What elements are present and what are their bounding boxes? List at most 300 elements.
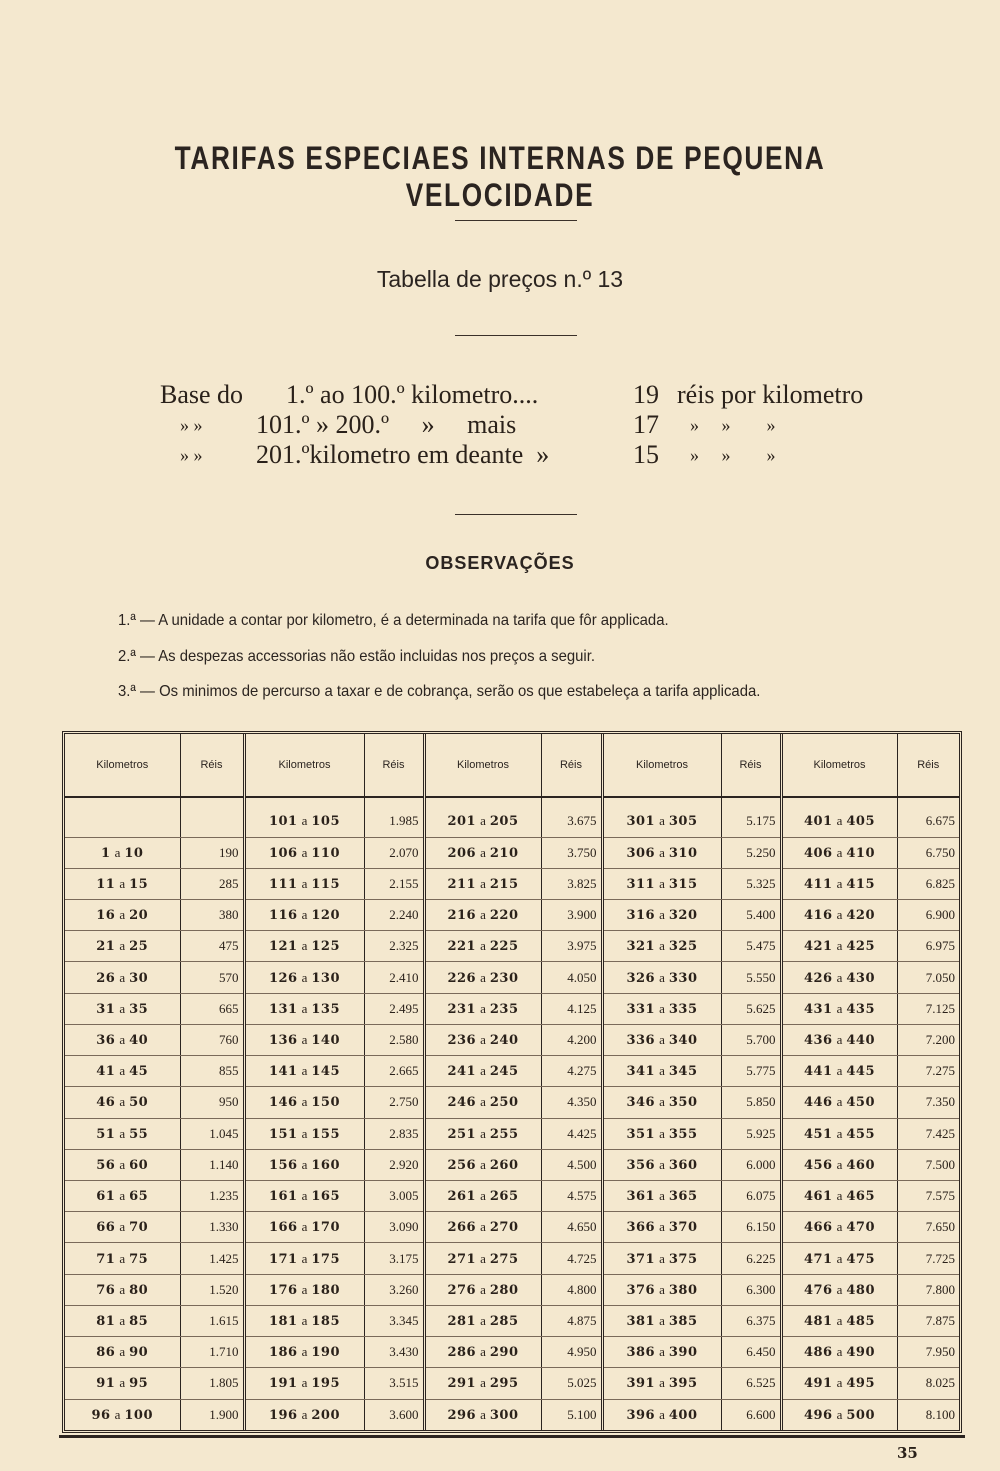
- km-separator: a: [659, 844, 665, 860]
- km-from: 416: [803, 908, 833, 924]
- reis-cell: 7.800: [897, 1274, 959, 1305]
- km-from: 86: [96, 1345, 116, 1361]
- km-from: 96: [91, 1407, 111, 1423]
- km-separator: a: [119, 1219, 126, 1235]
- km-separator: a: [836, 1281, 843, 1297]
- reis-cell: 2.410: [364, 962, 424, 993]
- km-range-cell: [602, 1243, 721, 1274]
- table-row: [65, 1305, 959, 1336]
- km-from: 171: [268, 1251, 298, 1267]
- reis-cell: 3.175: [364, 1243, 424, 1274]
- km-to: 395: [668, 1376, 698, 1392]
- km-to: 160: [311, 1157, 341, 1173]
- header-reis: Réis: [364, 734, 424, 797]
- km-separator: a: [480, 1000, 486, 1016]
- table-row: [65, 868, 959, 899]
- km-from: 306: [626, 845, 656, 861]
- km-from: 161: [268, 1189, 298, 1205]
- km-separator: a: [301, 844, 308, 860]
- km-separator: a: [659, 907, 665, 923]
- reis-cell: 4.425: [541, 1118, 602, 1149]
- km-range-cell: [424, 1305, 541, 1336]
- km-range-cell: [65, 1024, 180, 1055]
- km-to: 270: [489, 1220, 519, 1236]
- km-separator: a: [480, 969, 486, 985]
- km-range-cell: [244, 806, 364, 837]
- km-to: 95: [129, 1376, 149, 1392]
- km-to: 495: [846, 1376, 876, 1392]
- km-range-cell: [602, 1305, 721, 1336]
- km-to: 80: [129, 1282, 149, 1298]
- km-to: 440: [846, 1032, 876, 1048]
- km-from: 206: [447, 845, 477, 861]
- reis-cell: 4.875: [541, 1305, 602, 1336]
- km-to: 250: [489, 1095, 519, 1111]
- km-to: 335: [668, 1001, 698, 1017]
- km-to: 135: [311, 1001, 341, 1017]
- reis-cell: 7.350: [897, 1087, 959, 1118]
- km-separator: a: [119, 875, 126, 891]
- reis-cell: 6.300: [721, 1274, 781, 1305]
- km-to: 445: [846, 1064, 876, 1080]
- km-range-cell: [65, 1056, 180, 1087]
- base-line-3-range: 201.ºkilometro em deante »: [256, 440, 550, 469]
- km-range-cell: [244, 931, 364, 962]
- km-range-cell: [65, 1180, 180, 1211]
- km-to: 280: [489, 1282, 519, 1298]
- km-range-cell: [244, 1180, 364, 1211]
- km-separator: a: [480, 844, 486, 860]
- header-reis: Réis: [180, 734, 244, 797]
- km-separator: a: [659, 1312, 665, 1328]
- km-from: 336: [626, 1032, 656, 1048]
- km-separator: a: [301, 1188, 308, 1204]
- reis-cell: 7.650: [897, 1212, 959, 1243]
- km-separator: a: [836, 1094, 843, 1110]
- km-from: 321: [626, 939, 656, 955]
- km-range-cell: [244, 1274, 364, 1305]
- km-separator: a: [301, 1312, 308, 1328]
- spacer-cell: [602, 797, 721, 806]
- km-separator: a: [480, 1125, 486, 1141]
- km-range-cell: [424, 1368, 541, 1399]
- km-from: 261: [447, 1189, 477, 1205]
- km-separator: a: [480, 1219, 486, 1235]
- km-range-cell: [65, 1305, 180, 1336]
- reis-cell: 1.805: [180, 1368, 244, 1399]
- km-separator: a: [119, 1125, 126, 1141]
- km-to: 375: [668, 1251, 698, 1267]
- km-separator: a: [480, 1250, 486, 1266]
- km-from: 431: [803, 1001, 833, 1017]
- km-separator: a: [836, 1063, 843, 1079]
- km-range-cell: [244, 993, 364, 1024]
- km-to: 365: [668, 1189, 698, 1205]
- km-separator: a: [119, 907, 126, 923]
- km-separator: a: [659, 1063, 665, 1079]
- km-from: 51: [96, 1126, 116, 1142]
- km-to: 345: [668, 1064, 698, 1080]
- km-to: 320: [668, 908, 698, 924]
- km-range-cell: [424, 993, 541, 1024]
- spacer-cell: [65, 797, 180, 806]
- base-line-2-range: 101.º » 200.º » mais: [256, 410, 517, 439]
- km-from: 481: [803, 1313, 833, 1329]
- km-range-cell: [602, 1212, 721, 1243]
- spacer-cell: [244, 797, 364, 806]
- table-row: [65, 1399, 959, 1430]
- km-separator: a: [836, 938, 843, 954]
- km-from: 476: [803, 1282, 833, 1298]
- km-to: 30: [129, 970, 149, 986]
- km-separator: a: [301, 969, 308, 985]
- km-range-cell: [424, 1118, 541, 1149]
- km-to: 125: [311, 939, 341, 955]
- reis-cell: 7.725: [897, 1243, 959, 1274]
- km-from: 456: [803, 1157, 833, 1173]
- km-separator: a: [836, 1250, 843, 1266]
- km-to: 240: [489, 1032, 519, 1048]
- km-to: 190: [311, 1345, 341, 1361]
- reis-cell: 6.075: [721, 1180, 781, 1211]
- reis-cell: 3.005: [364, 1180, 424, 1211]
- km-from: 266: [447, 1220, 477, 1236]
- km-from: 26: [96, 970, 116, 986]
- km-to: 405: [846, 814, 876, 830]
- km-to: 220: [489, 908, 519, 924]
- km-to: 350: [668, 1095, 698, 1111]
- base-line-1-range: 1.º ao 100.º kilometro....: [286, 380, 539, 409]
- reis-cell: 2.070: [364, 837, 424, 868]
- km-from: 271: [447, 1251, 477, 1267]
- km-range-cell: [781, 1024, 897, 1055]
- km-separator: a: [119, 938, 126, 954]
- km-from: 421: [803, 939, 833, 955]
- reis-cell: 5.475: [721, 931, 781, 962]
- km-to: 325: [668, 939, 698, 955]
- km-from: 141: [268, 1064, 298, 1080]
- reis-cell: 6.750: [897, 837, 959, 868]
- km-to: 110: [311, 845, 341, 861]
- km-range-cell: [781, 1118, 897, 1149]
- km-from: 256: [447, 1157, 477, 1173]
- reis-cell: 5.775: [721, 1056, 781, 1087]
- base-line-2-label: » »: [180, 415, 203, 435]
- km-separator: a: [301, 907, 308, 923]
- reis-cell: 4.650: [541, 1212, 602, 1243]
- km-to: 235: [489, 1001, 519, 1017]
- km-from: 381: [626, 1313, 656, 1329]
- km-separator: a: [480, 938, 486, 954]
- km-from: 251: [447, 1126, 477, 1142]
- km-range-cell: [65, 868, 180, 899]
- table-body: [65, 797, 959, 1430]
- km-separator: a: [480, 1406, 486, 1422]
- header-kilometros: Kilometros: [65, 734, 180, 797]
- km-from: 156: [268, 1157, 298, 1173]
- km-from: 216: [447, 908, 477, 924]
- km-separator: a: [480, 1281, 486, 1297]
- spacer-cell: [721, 797, 781, 806]
- km-separator: a: [659, 875, 665, 891]
- km-from: 126: [268, 970, 298, 986]
- km-separator: a: [659, 1344, 665, 1360]
- km-to: 210: [489, 845, 519, 861]
- km-from: 16: [96, 908, 116, 924]
- reis-cell: 5.400: [721, 900, 781, 931]
- km-separator: a: [659, 1188, 665, 1204]
- reis-cell: 4.725: [541, 1243, 602, 1274]
- km-to: 485: [846, 1313, 876, 1329]
- reis-cell: 380: [180, 900, 244, 931]
- km-range-cell: [602, 837, 721, 868]
- km-to: 130: [311, 970, 341, 986]
- km-separator: a: [659, 813, 665, 829]
- reis-cell: 5.175: [721, 806, 781, 837]
- km-separator: a: [301, 875, 308, 891]
- km-from: 176: [268, 1282, 298, 1298]
- km-from: 436: [803, 1032, 833, 1048]
- reis-cell: 5.625: [721, 993, 781, 1024]
- km-separator: a: [836, 907, 843, 923]
- km-separator: a: [301, 938, 308, 954]
- reis-cell: 2.495: [364, 993, 424, 1024]
- km-separator: a: [659, 938, 665, 954]
- km-from: 196: [268, 1407, 298, 1423]
- km-from: 491: [803, 1376, 833, 1392]
- reis-cell: 7.200: [897, 1024, 959, 1055]
- table-row: [65, 806, 959, 837]
- km-range-cell: [602, 1180, 721, 1211]
- km-from: 396: [626, 1407, 656, 1423]
- km-separator: a: [119, 1281, 126, 1297]
- km-to: 20: [129, 908, 149, 924]
- km-range-cell: [602, 1337, 721, 1368]
- reis-cell: 5.925: [721, 1118, 781, 1149]
- reis-cell: 3.260: [364, 1274, 424, 1305]
- reis-cell: 5.700: [721, 1024, 781, 1055]
- reis-cell: 4.575: [541, 1180, 602, 1211]
- km-from: 56: [96, 1157, 116, 1173]
- km-separator: a: [301, 1000, 308, 1016]
- km-separator: a: [480, 1344, 486, 1360]
- km-to: 10: [124, 845, 144, 861]
- km-to: 225: [489, 939, 519, 955]
- km-to: 215: [489, 876, 519, 892]
- km-range-cell: [781, 1399, 897, 1430]
- km-range-cell: [65, 900, 180, 931]
- table-row: [65, 1368, 959, 1399]
- reis-cell: 1.140: [180, 1149, 244, 1180]
- reis-cell: 3.600: [364, 1399, 424, 1430]
- km-from: 351: [626, 1126, 656, 1142]
- km-range-cell: [602, 1024, 721, 1055]
- km-range-cell: [602, 1274, 721, 1305]
- reis-cell: 475: [180, 931, 244, 962]
- reis-cell: 1.235: [180, 1180, 244, 1211]
- km-separator: a: [836, 1406, 843, 1422]
- km-range-cell: [244, 1149, 364, 1180]
- km-from: 111: [268, 876, 298, 892]
- km-separator: a: [301, 1375, 308, 1391]
- km-from: 446: [803, 1095, 833, 1111]
- km-to: 355: [668, 1126, 698, 1142]
- km-from: 311: [626, 876, 656, 892]
- reis-cell: 7.425: [897, 1118, 959, 1149]
- km-from: 286: [447, 1345, 477, 1361]
- km-to: 230: [489, 970, 519, 986]
- reis-cell: 2.920: [364, 1149, 424, 1180]
- km-from: 451: [803, 1126, 833, 1142]
- km-from: 21: [96, 939, 116, 955]
- table-row: [65, 1212, 959, 1243]
- km-from: 186: [268, 1345, 298, 1361]
- page-title: TARIFAS ESPECIAES INTERNAS DE PEQUENA VELOCIDADE: [174, 140, 826, 213]
- km-to: 140: [311, 1032, 341, 1048]
- km-range-cell: [244, 1399, 364, 1430]
- km-from: 346: [626, 1095, 656, 1111]
- km-to: 435: [846, 1001, 876, 1017]
- km-range-cell: [602, 1056, 721, 1087]
- km-range-cell: [424, 1243, 541, 1274]
- km-from: 281: [447, 1313, 477, 1329]
- reis-cell: 2.240: [364, 900, 424, 931]
- km-range-cell: [424, 1087, 541, 1118]
- km-from: 461: [803, 1189, 833, 1205]
- km-from: 66: [96, 1220, 116, 1236]
- km-separator: a: [659, 1406, 665, 1422]
- table-row: [65, 1180, 959, 1211]
- km-from: 241: [447, 1064, 477, 1080]
- reis-cell: 6.150: [721, 1212, 781, 1243]
- base-line-2-rate: 17: [633, 410, 659, 439]
- km-from: 316: [626, 908, 656, 924]
- km-to: 500: [846, 1407, 876, 1423]
- km-from: 301: [626, 814, 656, 830]
- km-range-cell: [781, 1274, 897, 1305]
- km-separator: a: [119, 1188, 126, 1204]
- km-range-cell: [244, 1368, 364, 1399]
- km-separator: a: [119, 969, 126, 985]
- reis-cell: 2.155: [364, 868, 424, 899]
- km-from: 496: [803, 1407, 833, 1423]
- km-range-cell: [602, 868, 721, 899]
- km-range-cell: [781, 1337, 897, 1368]
- km-separator: a: [119, 1000, 126, 1016]
- km-range-cell: [781, 993, 897, 1024]
- km-separator: a: [119, 1094, 126, 1110]
- km-range-cell: [602, 806, 721, 837]
- km-to: 150: [311, 1095, 341, 1111]
- reis-cell: 4.950: [541, 1337, 602, 1368]
- km-from: 246: [447, 1095, 477, 1111]
- reis-cell: 570: [180, 962, 244, 993]
- km-separator: a: [836, 1375, 843, 1391]
- km-to: 50: [129, 1095, 149, 1111]
- km-from: 326: [626, 970, 656, 986]
- km-to: 380: [668, 1282, 698, 1298]
- reis-cell: 4.500: [541, 1149, 602, 1180]
- km-to: 360: [668, 1157, 698, 1173]
- reis-cell: 1.710: [180, 1337, 244, 1368]
- km-to: 425: [846, 939, 876, 955]
- km-to: 85: [129, 1313, 149, 1329]
- km-from: 191: [268, 1376, 298, 1392]
- km-range-cell: [602, 962, 721, 993]
- km-range-cell: [244, 1024, 364, 1055]
- table-row: [65, 1087, 959, 1118]
- reis-cell: 1.520: [180, 1274, 244, 1305]
- km-to: 165: [311, 1189, 341, 1205]
- km-separator: a: [659, 1219, 665, 1235]
- km-range-cell: [65, 1368, 180, 1399]
- page-number: 35: [897, 1444, 918, 1462]
- km-separator: a: [480, 1375, 486, 1391]
- km-separator: a: [836, 1000, 843, 1016]
- km-separator: a: [301, 1094, 308, 1110]
- km-range-cell: [781, 868, 897, 899]
- km-from: 356: [626, 1157, 656, 1173]
- reis-cell: 3.825: [541, 868, 602, 899]
- km-range-cell: [602, 900, 721, 931]
- reis-cell: 190: [180, 837, 244, 868]
- table-row: [65, 962, 959, 993]
- km-to: 455: [846, 1126, 876, 1142]
- km-from: 366: [626, 1220, 656, 1236]
- table-row: [65, 1056, 959, 1087]
- km-separator: a: [836, 1219, 843, 1235]
- km-range-cell: [65, 806, 180, 837]
- km-separator: a: [659, 1125, 665, 1141]
- km-to: 490: [846, 1345, 876, 1361]
- km-separator: a: [836, 1188, 843, 1204]
- km-from: 231: [447, 1001, 477, 1017]
- km-to: 480: [846, 1282, 876, 1298]
- km-range-cell: [244, 1243, 364, 1274]
- km-range-cell: [424, 931, 541, 962]
- km-separator: a: [836, 1344, 843, 1360]
- km-from: 36: [96, 1032, 116, 1048]
- km-from: 211: [447, 876, 477, 892]
- km-to: 195: [311, 1376, 341, 1392]
- spacer-cell: [424, 797, 541, 806]
- km-to: 40: [129, 1032, 149, 1048]
- header-kilometros: Kilometros: [244, 734, 364, 797]
- km-separator: a: [836, 1125, 843, 1141]
- reis-cell: 2.580: [364, 1024, 424, 1055]
- table-row: [65, 1024, 959, 1055]
- observation-3: 3.ª — Os minimos de percurso a taxar e de cobrança, serão os que estabeleça a tarifa applicada.: [118, 683, 761, 700]
- table-row: [65, 993, 959, 1024]
- km-from: 181: [268, 1313, 298, 1329]
- reis-cell: 6.825: [897, 868, 959, 899]
- km-separator: a: [480, 1188, 486, 1204]
- km-from: 226: [447, 970, 477, 986]
- km-from: 486: [803, 1345, 833, 1361]
- km-range-cell: [244, 900, 364, 931]
- base-line-1-rate: 19: [633, 380, 659, 409]
- base-line-1-label: Base do: [160, 380, 244, 409]
- km-separator: a: [480, 875, 486, 891]
- km-range-cell: [424, 1180, 541, 1211]
- km-to: 105: [311, 814, 341, 830]
- km-from: 406: [803, 845, 833, 861]
- spacer-cell: [364, 797, 424, 806]
- km-from: 391: [626, 1376, 656, 1392]
- km-range-cell: [424, 962, 541, 993]
- reis-cell: 7.575: [897, 1180, 959, 1211]
- km-from: 291: [447, 1376, 477, 1392]
